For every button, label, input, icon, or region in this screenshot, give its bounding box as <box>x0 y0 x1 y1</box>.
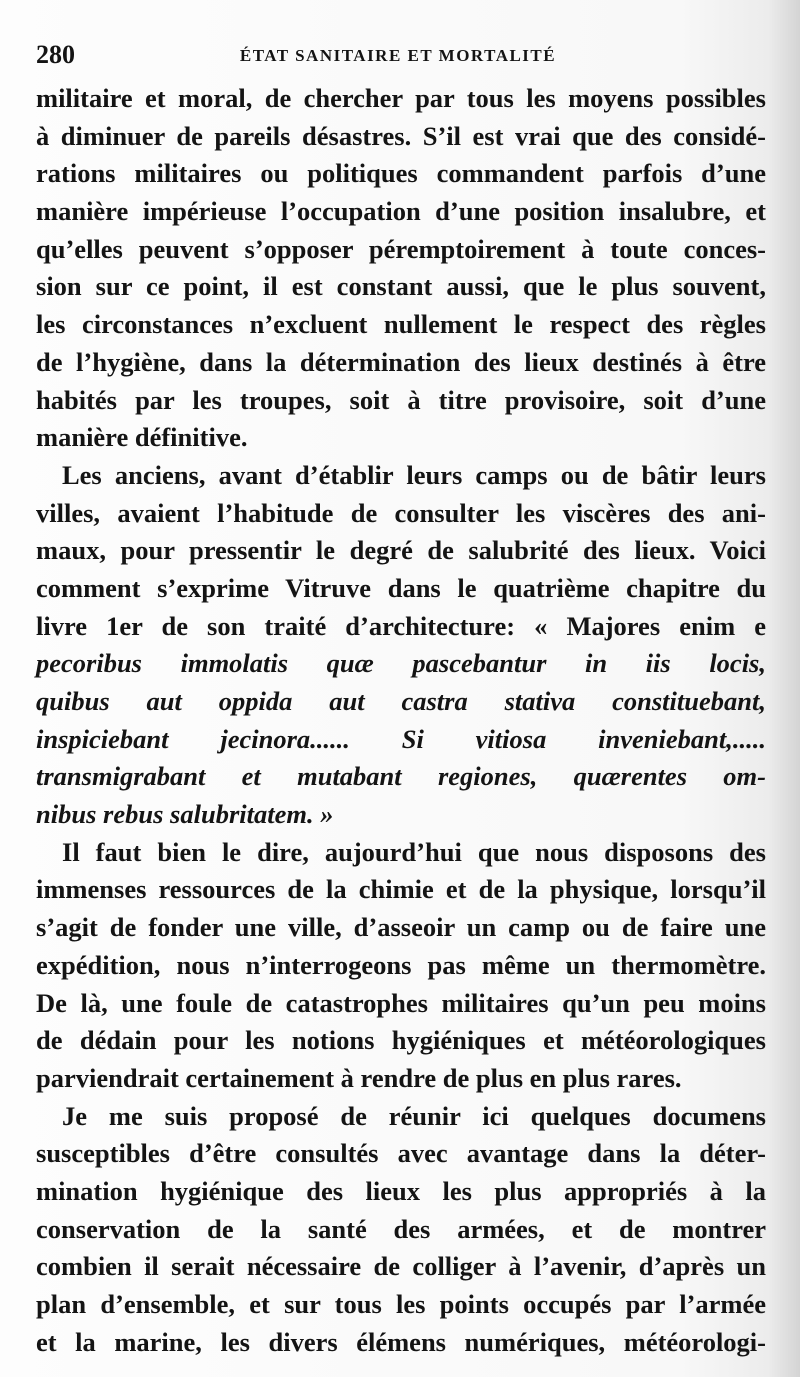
text-line: manière définitive. <box>36 422 248 453</box>
page-number: 280 <box>36 40 75 69</box>
text-line: Les anciens, avant d’établir leurs camps ou de bâtir leurs <box>62 459 766 490</box>
page-body <box>36 80 766 1361</box>
text-line: Il faut bien le dire, aujourd’hui que nous disposons des <box>62 836 766 867</box>
text-line: les circonstances n’excluent nullement le respect des règles <box>36 309 766 340</box>
text-line: habités par les troupes, soit à titre provisoire, soit d’une <box>36 384 766 415</box>
text-line: qu’elles peuvent s’opposer péremptoirement à toute conces- <box>36 233 766 264</box>
text-line: manière impérieuse l’occupation d’une position insalubre, et <box>36 196 766 227</box>
text-line: livre 1er de son traité d’architecture: « Majores enim e <box>36 610 766 641</box>
text-line: De là, une foule de catastrophes militaires qu’un peu moins <box>36 987 766 1018</box>
text-line: militaire et moral, de chercher par tous les moyens possibles <box>36 83 766 113</box>
text-line: de l’hygiène, dans la détermination des lieux destinés à être <box>36 346 766 377</box>
text-line: pecoribus immolatis quæ pascebantur in iis locis, <box>36 648 766 679</box>
text-line: quibus aut oppida aut castra stativa constituebant, <box>36 686 766 716</box>
paragraph <box>36 80 766 457</box>
page-header <box>36 40 760 70</box>
text-line: conservation de la santé des armées, et de montrer <box>36 1213 766 1244</box>
text-line: expédition, nous n’interrogeons pas même un thermomètre. <box>36 949 766 980</box>
text-line: rations militaires ou politiques commandent parfois d’une <box>36 158 766 189</box>
text-line: comment s’exprime Vitruve dans le quatrième chapitre du <box>36 572 766 603</box>
running-title: ÉTAT SANITAIRE ET MORTALITÉ <box>239 46 557 65</box>
paragraph <box>36 457 766 834</box>
text-line: transmigrabant et mutabant regiones, quærentes om- <box>36 761 766 792</box>
text-line: nibus rebus salubritatem. » <box>36 799 334 830</box>
text-line: parviendrait certainement à rendre de plus en plus rares. <box>36 1062 682 1093</box>
text-line: sion sur ce point, il est constant aussi, que le plus souvent, <box>36 271 766 302</box>
paragraph <box>36 834 766 1098</box>
text-line: plan d’ensemble, et sur tous les points occupés par l’armée <box>36 1289 766 1319</box>
text-line: immenses ressources de la chimie et de la physique, lorsqu’il <box>36 874 766 905</box>
text-line: mination hygiénique des lieux les plus appropriés à la <box>36 1175 766 1206</box>
text-line: susceptibles d’être consultés avec avantage dans la déter- <box>36 1138 766 1169</box>
text-line: maux, pour pressentir le degré de salubrité des lieux. Voici <box>36 535 766 566</box>
text-line: s’agit de fonder une ville, d’asseoir un camp ou de faire une <box>36 912 766 943</box>
text-line: inspiciebant jecinora...... Si vitiosa inveniebant,..... <box>36 723 766 754</box>
text-line: combien il serait nécessaire de colliger à l’avenir, d’après un <box>36 1251 766 1282</box>
text-line: de dédain pour les notions hygiéniques et météorologiques <box>36 1025 766 1056</box>
text-line: et la marine, les divers élémens numériques, météorologi- <box>36 1326 766 1357</box>
text-line: à diminuer de pareils désastres. S’il est vrai que des considé- <box>36 120 766 151</box>
paragraph <box>36 1098 766 1362</box>
text-line: villes, avaient l’habitude de consulter les viscères des ani- <box>36 497 766 528</box>
text-line: Je me suis proposé de réunir ici quelques documens <box>62 1100 766 1131</box>
